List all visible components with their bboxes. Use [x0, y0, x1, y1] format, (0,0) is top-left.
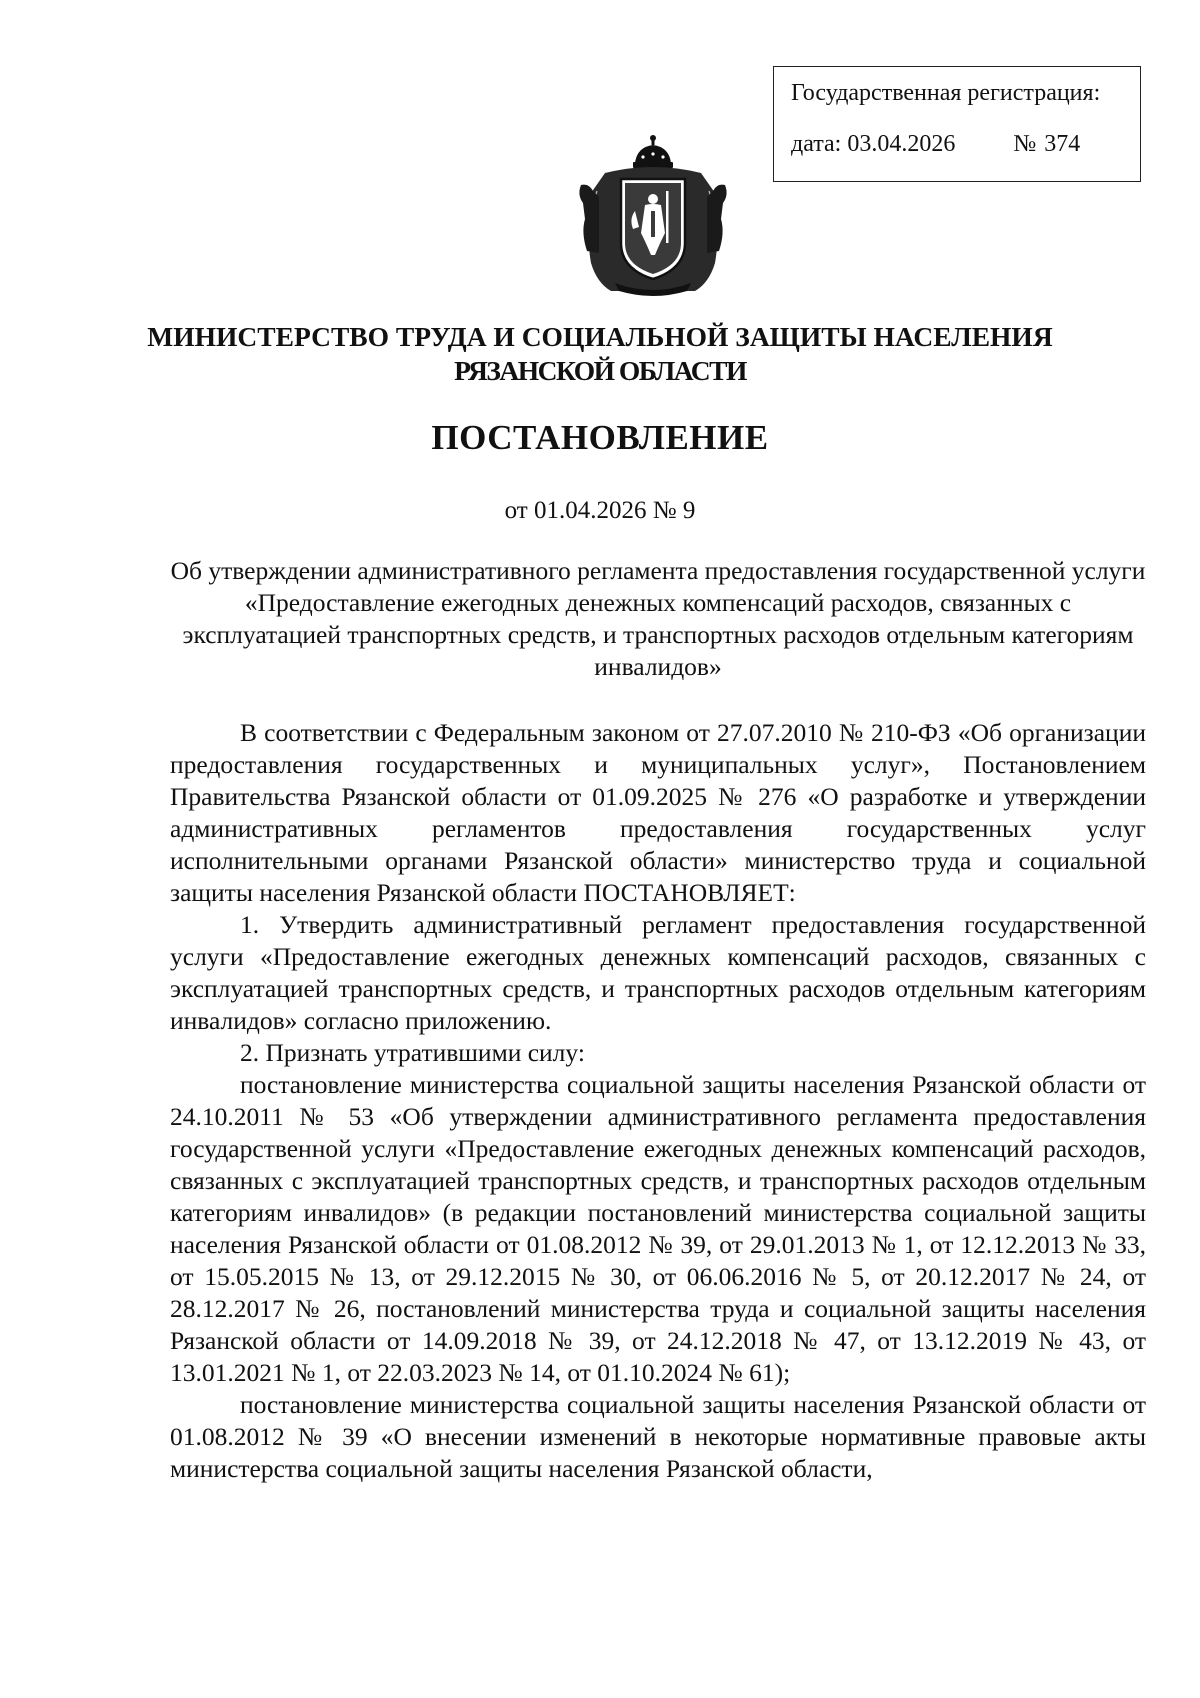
repealed-act-2-paragraph: постановление министерства социальной защиты населения Рязанской области от 01.08.2012 № 39 «О внесении изменений в некоторые нормативные правовые акты министерства социальной защиты населения Рязанской области,: [170, 1390, 1146, 1483]
document-body: [170, 717, 1146, 1485]
registration-number: 374: [1044, 131, 1081, 157]
repealed-act-1-paragraph: постановление министерства социальной защиты населения Рязанской области от 24.10.2011 № 53 «Об утверждении административного регламента предоставления государственной услуги «Предоставление ежегодных денежных компенсаций расходов, связанных с эксплуатацией транспортных средств, и транспортных расходов отдельным категориям инвалидов» (в редакции постановлений министерства социальной защиты населения Рязанской области от 01.08.2012 № 39, от 29.01.2013 № 1, от 12.12.2013 № 33, от 15.05.2015 № 13, от 29.12.2015 № 30, от 06.06.2016 № 5, от 20.12.2017 № 24, от 28.12.2017 № 26, постановлений министерства труда и социальной защиты населения Рязанской области от 14.09.2018 № 39, от 24.12.2018 № 47, от 13.12.2019 № 43, от 13.01.2021 № 1, от 22.03.2023 № 14, от 01.10.2024 № 61);: [170, 1070, 1146, 1387]
coat-of-arms-icon: [575, 133, 731, 296]
ministry-name-line2: РЯЗАНСКОЙ ОБЛАСТИ: [454, 355, 746, 386]
preamble-paragraph: В соответствии с Федеральным законом от 27.07.2010 № 210-ФЗ «Об организации предоставления государственных и муниципальных услуг», Постановлением Правительства Рязанской области от 01.09.2025 № 276 «О разработке и утверждении административных регламентов предоставления государственных услуг исполнительными органами Рязанской области» министерство труда и социальной защиты населения Рязанской области ПОСТАНОВЛЯЕТ:: [170, 718, 1146, 907]
ministry-name-line1: МИНИСТЕРСТВО ТРУДА И СОЦИАЛЬНОЙ ЗАЩИТЫ НАСЕЛЕНИЯ: [147, 321, 1053, 352]
registration-date-label: дата:: [791, 131, 842, 157]
document-date-number: от 01.04.2026 № 9: [504, 497, 696, 524]
ministry-name: [0, 320, 1200, 388]
point-1-paragraph: 1. Утвердить административный регламент предоставления государственной услуги «Предоставление ежегодных денежных компенсаций расходов, связанных с эксплуатацией транспортных средств, и транспортных расходов отдельным категориям инвалидов» согласно приложению.: [170, 910, 1146, 1035]
registration-stamp: [773, 66, 1141, 182]
point-2-paragraph: 2. Признать утратившими силу:: [240, 1038, 585, 1067]
registration-details: [791, 132, 1140, 156]
document-type: ПОСТАНОВЛЕНИЕ: [431, 418, 769, 457]
registration-title: Государственная регистрация:: [791, 80, 1101, 106]
registration-number-label: №: [1013, 131, 1037, 157]
registration-date: 03.04.2026: [847, 131, 956, 157]
document-subject: Об утверждении административного регламента предоставления государственной услуги «Предоставление ежегодных денежных компенсаций расходов, связанных с эксплуатацией транспортных средств, и транспортных расходов отдельным категориям инвалидов»: [170, 556, 1146, 681]
